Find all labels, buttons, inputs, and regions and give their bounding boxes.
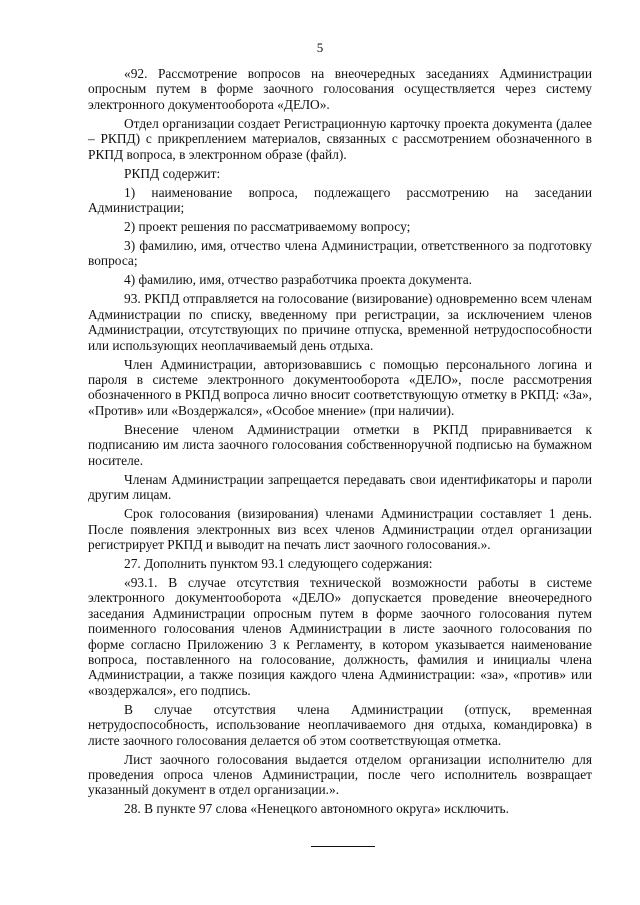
paragraph-voting-sheet: Лист заочного голосования выдается отделом организации исполнителю для проведения опроса членов Администрации, после чего исполнитель возвращает указанный документ в отдел организации.». — [88, 751, 592, 798]
paragraph-credentials-prohibition: Членам Администрации запрещается передавать свои идентификаторы и пароли другим лицам. — [88, 471, 592, 503]
paragraph-93: 93. РКПД отправляется на голосование (визирование) одновременно всем членам Администрации по списку, введенному при регистрации, за исключением членов Администрации, отсутствующих по причине отпуска, временной нетрудоспособности или использующих неоплачиваемый день отдыха. — [88, 291, 592, 353]
paragraph-rkpd-creation: Отдел организации создает Регистрационную карточку проекта документа (далее – РКПД) с прикреплением материалов, связанных с рассмотрением обозначенного в РКПД вопроса, в электронном образе (файл). — [88, 115, 592, 162]
paragraph-mark-equivalence: Внесение членом Администрации отметки в РКПД приравнивается к подписанию им листа заочного голосования собственноручной подписью на бумажном носителе. — [88, 421, 592, 468]
document-body — [88, 66, 592, 820]
paragraph-voting-term: Срок голосования (визирования) членами Администрации составляет 1 день. После появления электронных виз всех членов Администрации отдел организации регистрирует РКПД и выводит на печать лист заочного голосования.». — [88, 506, 592, 552]
paragraph-absence: В случае отсутствия члена Администрации (отпуск, временная нетрудоспособность, использование неоплачиваемого дня отдыха, командировка) в листе заочного голосования делается об этом соответствующая отметка. — [88, 701, 592, 748]
closing-rule — [311, 846, 375, 847]
list-item-2: 2) проект решения по рассматриваемому вопросу; — [124, 219, 411, 235]
list-item-3: 3) фамилию, имя, отчество члена Администрации, ответственного за подготовку вопроса; — [88, 238, 592, 269]
list-item-1: 1) наименование вопроса, подлежащего рассмотрению на заседании Администрации; — [88, 184, 592, 216]
list-item-4: 4) фамилию, имя, отчество разработчика проекта документа. — [124, 272, 473, 288]
paragraph-92: «92. Рассмотрение вопросов на внеочередных заседаниях Администрации опросным путем в форме заочного голосования осуществляется через систему электронного документооборота «ДЕЛО». — [88, 66, 592, 112]
paragraph-27: 27. Дополнить пунктом 93.1 следующего содержания: — [124, 555, 433, 571]
paragraph-rkpd-contains: РКПД содержит: — [124, 165, 221, 181]
paragraph-28: 28. В пункте 97 слова «Ненецкого автономного округа» исключить. — [124, 801, 510, 817]
paragraph-member-authorization: Член Администрации, авторизовавшись с помощью персонального логина и пароля в системе электронного документооборота «ДЕЛО», после рассмотрения обозначенного в РКПД вопроса лично вносит соответствующую отметку в РКПД: «За», «Против» или «Воздержался», «Особое мнение» (при наличии). — [88, 356, 592, 418]
page-number: 5 — [316, 40, 324, 55]
paragraph-93-1: «93.1. В случае отсутствия технической возможности работы в системе электронного документооборота «ДЕЛО» допускается проведение внеочередного заседания Администрации опросным путем в форме заочного голосования путем поименного голосования членов Администрации в листе заочного голосования по форме согласно Приложению 3 к Регламенту, в котором указывается наименование вопроса, поставленного на голосование, должность, фамилия и инициалы члена Администрации, а также позиция каждого члена Администрации: «за», «против» или «воздержался», его подпись. — [88, 574, 592, 698]
